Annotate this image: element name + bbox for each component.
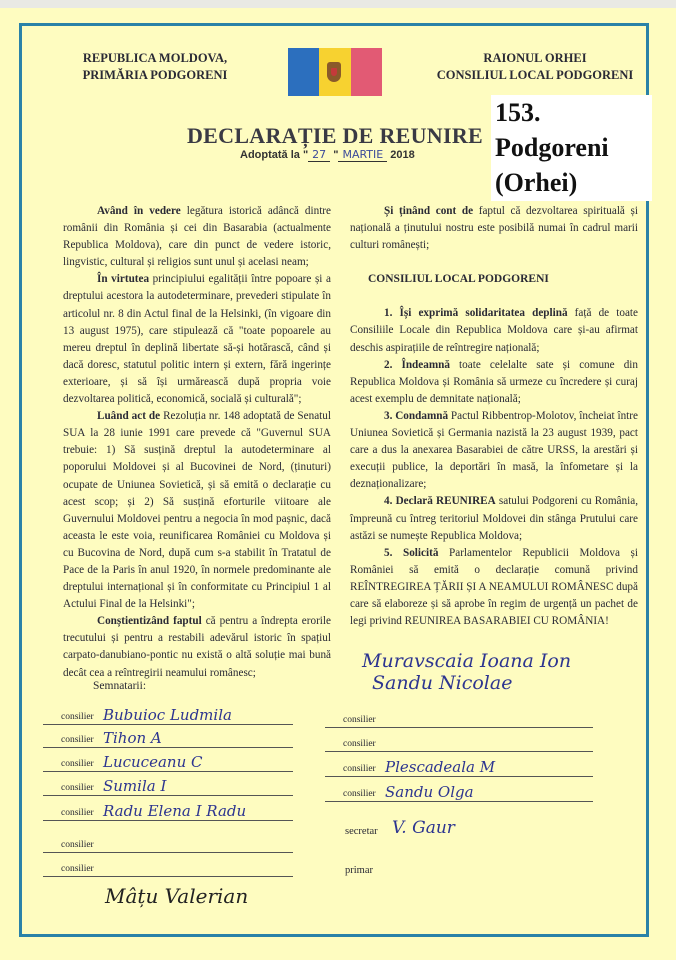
- adoption-day: 27: [308, 148, 330, 162]
- point-text: Parlamentelor Republicii Moldova și României să emită o declarație comună privind REÎNTREGIREA ȚĂRII ȘI A NEAMULUI ROMÂNESC după care să elaboreze și să aprobe în regim de urgență un pachet de legi privind REUNIREA BASARABIEI CU ROMÂNIA!: [350, 546, 638, 628]
- signature-row: [43, 856, 293, 877]
- role-label: consilier: [61, 712, 94, 722]
- paragraph-text: Rezoluția nr. 148 adoptată de Senatul SUA la 28 iunie 1991 care prevede că "Guvernul SUA trebuie: 1) Să susțină dreptul la autodeterminare al poporului Moldovei și al Bucovinei de Nord, (ținuturi) ocupate de Uniunea Sovietică, și să emită o declarație cu acest scop; și 2) Să susțină eforturile viitoare ale Guvernului Moldovei pentru a negocia în mod pașnic, dacă aceasta le este voia, reunificarea României cu Moldova și cu Bucovina de Nord, după cum s-a stabilit în Tratatul de Pace de la Paris în anul 1920, în normele predominante ale dreptului internațional și în conformitate cu Principiul 1 al Actului Final de la Helsinki";: [63, 410, 331, 611]
- signature-row: [43, 727, 293, 748]
- primar-label: primar: [345, 865, 373, 876]
- point-2: [350, 357, 638, 408]
- document-title: DECLARAȚIE DE REUNIRE: [186, 123, 484, 148]
- right-column: [350, 203, 638, 630]
- point-lead: 5. Solicită: [384, 546, 439, 559]
- signature-name: Tihon A: [103, 729, 162, 747]
- paragraph-text: faptul că dezvoltarea spirituală și națională a ținutului nostru este posibilă numai în cadrul marii culturi românești;: [350, 205, 639, 252]
- signature-name: Radu Elena I Radu: [103, 802, 247, 820]
- paragraph-avand: [63, 203, 331, 271]
- role-label: consilier: [61, 735, 94, 745]
- signatories-heading: Semnatarii:: [93, 680, 147, 692]
- role-label: consilier: [61, 864, 94, 874]
- paragraph-lead: În virtutea: [97, 273, 150, 286]
- role-label: consilier: [343, 764, 376, 774]
- role-label: consilier: [61, 783, 94, 793]
- header-right-line1: RAIONUL ORHEI: [483, 51, 587, 65]
- paragraph-lead: Și ținând cont de: [384, 205, 474, 217]
- signature-name: Sumila I: [103, 777, 167, 795]
- secretar-signature: V. Gaur: [392, 818, 455, 838]
- moldova-flag-icon: [288, 48, 382, 96]
- header-left: [70, 50, 240, 84]
- signature-row: [325, 756, 593, 777]
- point-text: satului Podgoreni cu România, împreună cu întreg teritoriul Moldovei din stânga Prutului care astăzi se numește Republica Moldova;: [350, 495, 638, 542]
- flag-yellow-stripe: [319, 48, 350, 96]
- point-4: [350, 493, 638, 544]
- label-place: Podgoreni: [495, 133, 609, 162]
- mayor-signature: Mâțu Valerian: [105, 884, 249, 908]
- adoption-month: MARTIE: [338, 148, 387, 162]
- role-label: consilier: [343, 739, 376, 749]
- paragraph-luand-act: [63, 408, 331, 613]
- adoption-date: Adoptată la " 27 " MARTIE 2018: [240, 148, 415, 161]
- top-band: [0, 0, 676, 8]
- paragraph-constientizand: [63, 613, 331, 681]
- flag-red-stripe: [351, 48, 382, 96]
- signature-row: [325, 707, 593, 728]
- label-number: 153.: [495, 98, 541, 127]
- adoption-year: 2018: [390, 149, 415, 161]
- signature-row: [43, 704, 293, 725]
- signature-row: [43, 800, 293, 821]
- point-5: [350, 545, 638, 630]
- signature-row: [43, 751, 293, 772]
- paragraph-virtutea: [63, 271, 331, 408]
- header-right-line2: CONSILIUL LOCAL PODGORENI: [436, 68, 634, 82]
- point-lead: 3. Condamnă: [384, 409, 449, 422]
- signature-name: Sandu Olga: [385, 783, 474, 801]
- role-label: consilier: [61, 840, 94, 850]
- handwritten-signature-2: Sandu Nicolae: [372, 672, 513, 694]
- paragraph-text: legătura istorică adâncă dintre românii din România și cei din Basarabia (actualmente Republica Moldova), care din punct de vedere istoric, lingvistic, cultural și religios sunt unul și acelasi neam;: [63, 205, 332, 269]
- handwritten-signature-1: Muravscaia Ioana Ion: [362, 650, 572, 672]
- paragraph-text: că pentru a îndrepta erorile trecutului și pentru a restabili adevărul istoric în spațiul carpato-danubiano-pontic nu există o altă soluție mai bună decât cea a reîntregirii neamului românesc;: [63, 615, 331, 679]
- signature-row: [325, 781, 593, 802]
- role-label: consilier: [343, 789, 376, 799]
- left-column: [63, 203, 331, 682]
- paragraph-text: principiului egalității între popoare și a dreptului acestora la autodeterminare, prevederi stipulate în articolul nr. 8 din Actul final de la Helsinki, (în vigoare din 13 august 1975), care stipulează că "toate popoarele au mereu dreptul în deplină libertate să-și hotărască, când și dacă doresc, statutul politic intern și extern, fără ingerințe exterioare, și să își urmărească după propria voie dezvoltarea politică, economică, socială și culturală";: [63, 273, 331, 406]
- signature-name: Bubuioc Ludmila: [103, 706, 232, 724]
- role-label: consilier: [61, 759, 94, 769]
- label-district: (Orhei): [495, 168, 578, 197]
- paragraph-lead: Conștientizând faptul: [97, 615, 202, 628]
- signature-row: [325, 731, 593, 752]
- secretar-label: secretar: [345, 826, 378, 837]
- point-text: Pactul Ribbentrop-Molotov, încheiat între Uniunea Sovietică și Germania nazistă la 23 august 1939, pact care a dus la anexarea Basarabiei de către URSS, la arestări și execuții publice, la deportări în masă, la înfometare și la deznaționalizare;: [350, 409, 638, 491]
- role-label: consilier: [61, 808, 94, 818]
- point-text: toate celelalte sate și comune din Republica Moldova și România să urmeze cu încredere și curaj acest exemplu de demnitate națională;: [350, 358, 638, 405]
- flag-blue-stripe: [288, 48, 319, 96]
- header-right: [430, 50, 640, 84]
- paragraph-lead: Luând act de: [97, 410, 161, 423]
- point-lead: 1. Își exprimă solidaritatea deplină: [384, 307, 568, 320]
- signature-name: Plescadeala M: [385, 758, 496, 776]
- point-text: față de toate Consiliile Locale din Republica Moldova care și-au afirmat deschis aspirațiile de reîntregire națională;: [350, 307, 638, 354]
- signature-row: [43, 775, 293, 796]
- paragraph-lead: Având în vedere: [97, 205, 181, 217]
- role-label: consilier: [343, 715, 376, 725]
- coat-of-arms-icon: [327, 62, 341, 82]
- header-left-line1: REPUBLICA MOLDOVA,: [82, 51, 228, 65]
- signature-name: Lucuceanu C: [103, 753, 203, 771]
- document-label: [491, 95, 652, 201]
- signature-row: [43, 834, 293, 853]
- adoption-prefix: Adoptată la ": [240, 149, 309, 161]
- council-heading: CONSILIUL LOCAL PODGORENI: [368, 273, 549, 286]
- point-lead: 4. Declară REUNIREA: [384, 495, 496, 508]
- point-3: [350, 408, 638, 493]
- paragraph-tinand-cont: [350, 203, 638, 254]
- point-1: [350, 305, 638, 356]
- header-left-line2: PRIMĂRIA PODGORENI: [82, 68, 228, 82]
- point-lead: 2. Îndeamnă: [384, 358, 450, 371]
